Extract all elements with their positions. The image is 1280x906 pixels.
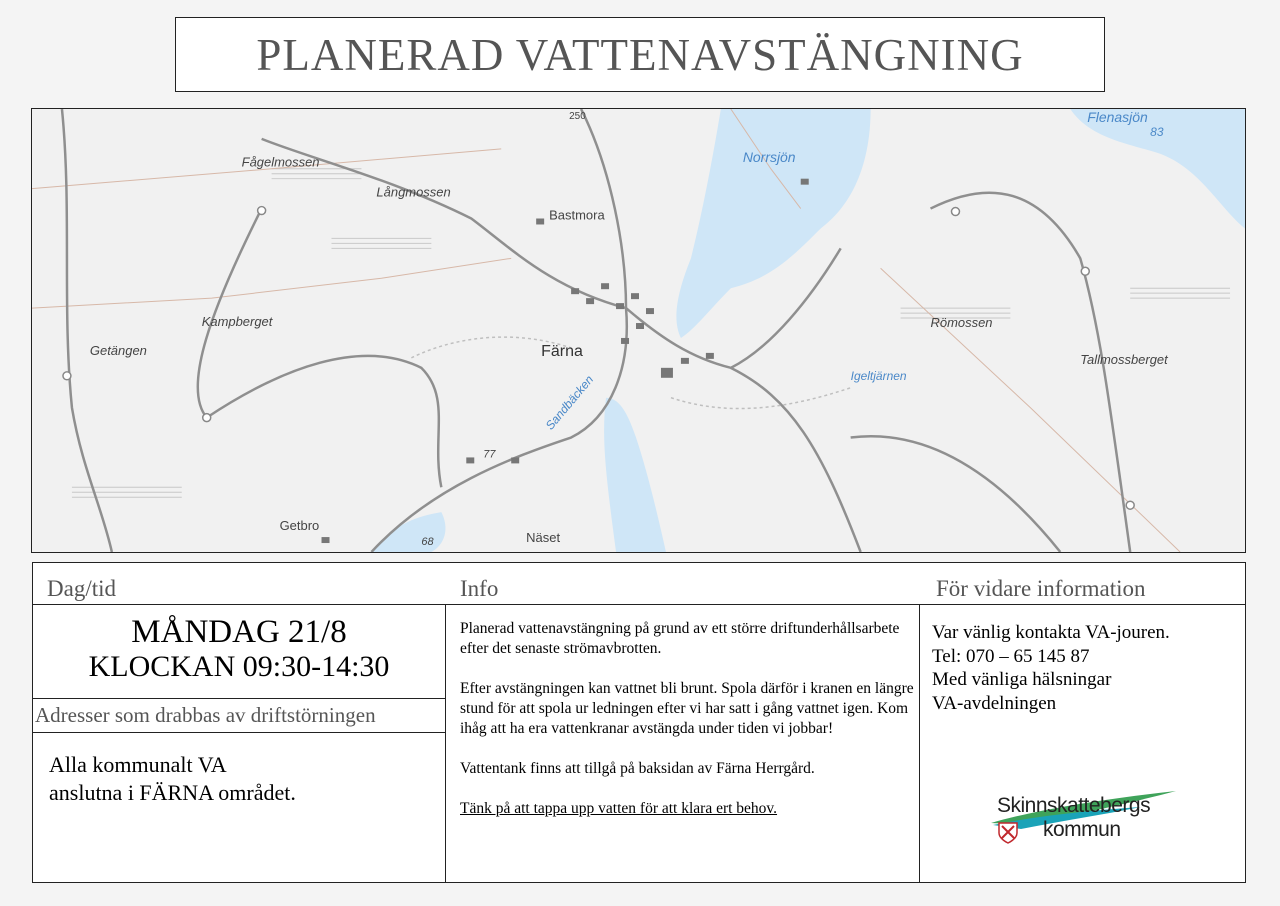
contact-phone: Tel: 070 – 65 145 87 — [932, 645, 1090, 667]
info-table — [32, 562, 1246, 883]
map-label-getbro: Getbro — [279, 518, 320, 534]
map-label-farna: Färna — [541, 342, 583, 360]
map-label-kampberget: Kampberget — [201, 314, 273, 330]
contact-info — [932, 621, 1232, 715]
info-paragraph-4: Tänk på att tappa upp vatten för att klara ert behov. — [460, 800, 778, 817]
header-dag-tid: Dag/tid — [47, 576, 116, 601]
contact-line-3: Med vänliga hälsningar — [932, 669, 1112, 690]
addresses-header: Adresser som drabbas av driftstörningen — [33, 698, 445, 733]
contact-line-4: VA-avdelningen — [932, 692, 1057, 714]
header-vidare-information: För vidare information — [936, 576, 1146, 601]
addresses-text — [49, 751, 296, 807]
logo-text-line-2: kommun — [1043, 818, 1121, 841]
info-paragraph-3: Vattentank finns att tillgå på baksidan av Färna Herrgård. — [460, 760, 815, 777]
map-label-getangen: Getängen — [89, 342, 147, 358]
addresses-line-1: Alla kommunalt VA — [49, 752, 227, 777]
kommun-logo — [991, 789, 1176, 849]
date-time-cell — [33, 606, 445, 699]
map-label-elev77: 77 — [483, 448, 496, 461]
title-box — [175, 17, 1105, 92]
column-divider-1 — [445, 604, 446, 882]
info-paragraph-1: Planerad vattenavstängning på grund av ett större driftunderhållsarbete efter det senaste strömavbrotten. — [460, 620, 900, 657]
map-canvas — [32, 109, 1245, 552]
info-text — [460, 619, 915, 839]
logo-text-line-1: Skinnskattebergs — [997, 794, 1151, 817]
header-divider — [33, 604, 1245, 605]
map-label-naset: Näset — [526, 530, 561, 546]
map-label-elev83: 83 — [1150, 124, 1164, 139]
map-label-fagelmossen: Fågelmossen — [241, 154, 320, 170]
contact-line-1: Var vänlig kontakta VA-jouren. — [932, 622, 1170, 643]
map-label-elev68: 68 — [421, 536, 434, 549]
addresses-line-2: anslutna i FÄRNA området. — [49, 780, 296, 805]
map-label-bastmora: Bastmora — [549, 207, 605, 223]
map-label-romossen: Römossen — [930, 315, 993, 331]
header-info: Info — [460, 576, 499, 601]
map-label-tallmossberget: Tallmossberget — [1080, 351, 1168, 367]
column-divider-2 — [919, 604, 920, 882]
map-label-norrsjon: Norrsjön — [742, 148, 796, 165]
time-text: KLOCKAN 09:30-14:30 — [88, 650, 390, 683]
info-paragraph-2: Efter avstängningen kan vattnet bli brunt. Spola därför i kranen en längre stund för att spola ur ledningen efter vi har satt i gång vattnet igen. Kom ihåg att ha era vattenkranar avstängda under tiden vi jobbar! — [460, 680, 914, 737]
map-label-langmossen: Långmossen — [376, 184, 451, 200]
map-label-flenasjon: Flenasjön — [1087, 109, 1148, 125]
date-text: MÅNDAG 21/8 — [131, 614, 347, 650]
map[interactable] — [31, 108, 1246, 553]
page-title: PLANERAD VATTENAVSTÄNGNING — [256, 29, 1024, 80]
map-label-igeltjarnen: Igeltjärnen — [850, 368, 907, 383]
map-label-road250: 250 — [569, 110, 586, 122]
map-label-sandbacken: Sandbäcken — [542, 372, 597, 433]
